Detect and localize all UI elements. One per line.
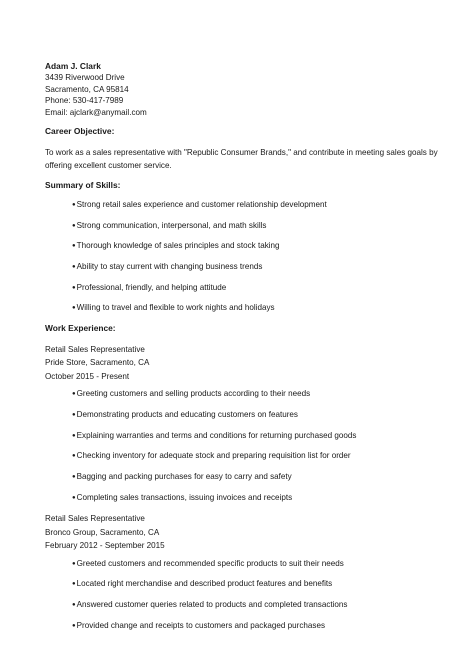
resume-page: [45, 60, 445, 641]
duty-item: ● Completing sales transactions, issuing invoices and receipts: [45, 492, 445, 505]
address-line-2: Sacramento, CA 95814: [45, 84, 129, 94]
skill-item: ● Strong communication, interpersonal, and math skills: [45, 220, 445, 233]
skill-item: ● Ability to stay current with changing business trends: [45, 261, 445, 274]
duty-item: ● Located right merchandise and described product features and benefits: [45, 578, 445, 591]
contact-block: [45, 60, 445, 118]
applicant-name: Adam J. Clark: [45, 61, 101, 71]
objective-heading: Career Objective:: [45, 126, 115, 136]
job-company: Bronco Group, Sacramento, CA: [45, 527, 160, 537]
duty-item: ● Explaining warranties and terms and conditions for returning purchased goods: [45, 430, 445, 443]
duty-item: ● Greeting customers and selling products according to their needs: [45, 388, 445, 401]
duty-item: ● Answered customer queries related to products and completed transactions: [45, 599, 445, 612]
duty-item: ● Checking inventory for adequate stock and preparing requisition list for order: [45, 450, 445, 463]
skill-item: ● Professional, friendly, and helping attitude: [45, 282, 445, 295]
job-company: Pride Store, Sacramento, CA: [45, 358, 150, 368]
duty-item: ● Greeted customers and recommended specific products to suit their needs: [45, 558, 445, 571]
skills-list: [45, 199, 445, 315]
duty-item: ● Provided change and receipts to customers and packaged purchases: [45, 620, 445, 633]
experience-heading: Work Experience:: [45, 323, 116, 334]
job-duties-list: [45, 388, 445, 504]
job-title: Retail Sales Representative: [45, 344, 145, 354]
phone-line: Phone: 530-417-7989: [45, 96, 124, 105]
job-duties-list: [45, 558, 445, 633]
job-dates: October 2015 - Present: [45, 371, 130, 381]
job-dates: February 2012 - September 2015: [45, 541, 165, 551]
skill-item: ● Willing to travel and flexible to work nights and holidays: [45, 302, 445, 315]
address-line-1: 3439 Riverwood Drive: [45, 73, 125, 82]
job-entry-1: [45, 343, 445, 504]
skill-item: ● Thorough knowledge of sales principles and stock taking: [45, 240, 445, 253]
duty-item: ● Bagging and packing purchases for easy to carry and safety: [45, 471, 445, 484]
job-entry-2: [45, 512, 445, 632]
email-line: Email: ajclark@anymail.com: [45, 107, 147, 117]
skills-heading: Summary of Skills:: [45, 179, 121, 190]
skill-item: ● Strong retail sales experience and customer relationship development: [45, 199, 445, 212]
objective-text: To work as a sales representative with "Republic Consumer Brands," and contribute in meeting sales goals by offering excellent customer service.: [45, 147, 438, 170]
job-title: Retail Sales Representative: [45, 514, 145, 524]
duty-item: ● Demonstrating products and educating customers on features: [45, 409, 445, 422]
